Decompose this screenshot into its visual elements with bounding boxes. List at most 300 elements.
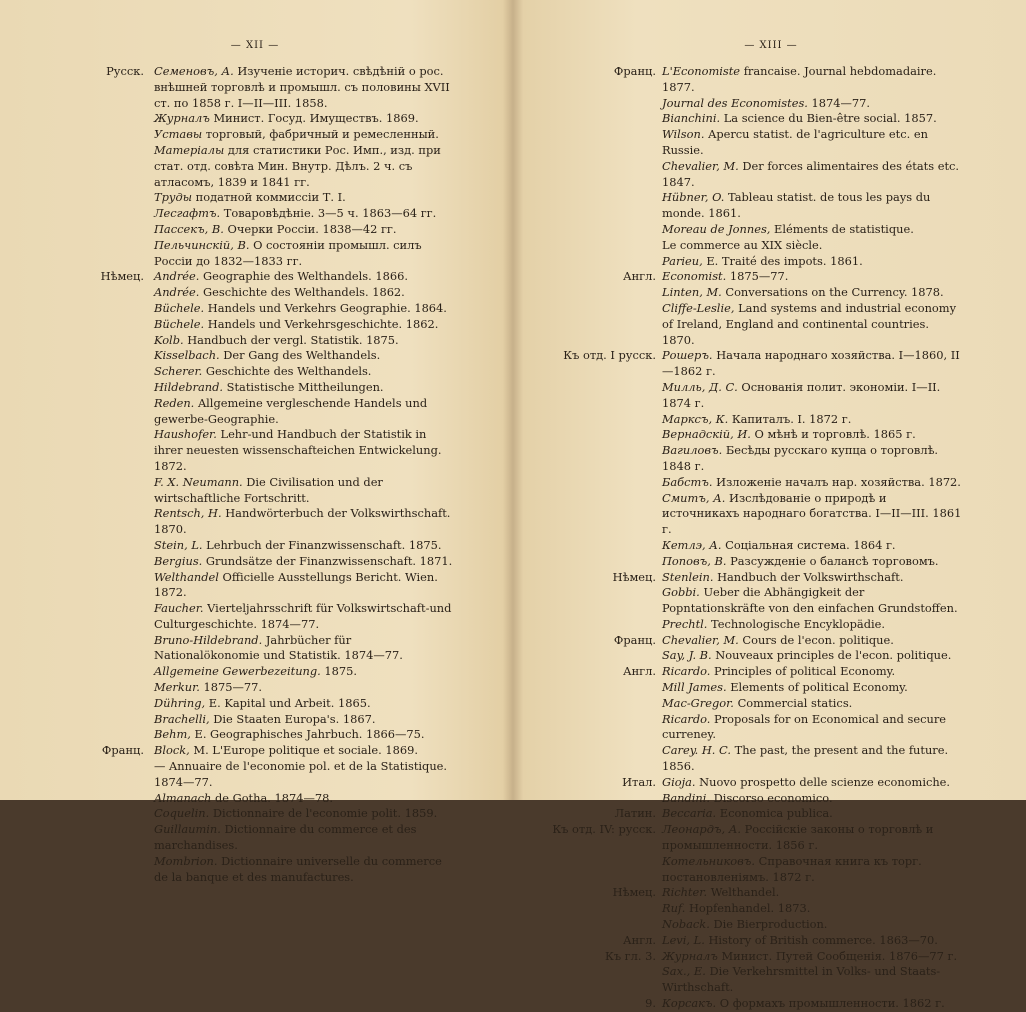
entry-text — [154, 427, 454, 474]
bibliography-entry — [0, 427, 510, 474]
entry-author: Journal des Economistes. — [662, 95, 808, 110]
bibliography-entry — [516, 96, 1026, 112]
language-label — [516, 964, 662, 996]
entry-title: 1874—77. — [811, 95, 871, 110]
entry-text — [662, 427, 964, 443]
entry-author: Леонардъ, А. — [662, 822, 741, 837]
language-label — [0, 190, 150, 206]
entry-author: Chevalier, M. — [662, 632, 739, 647]
language-label — [516, 743, 662, 775]
bibliography-entry — [0, 285, 510, 301]
entry-author: Матеріалы — [154, 142, 225, 157]
bibliography-entry — [0, 222, 510, 238]
entry-text — [662, 664, 964, 680]
entry-author: Block, — [154, 743, 190, 758]
bibliography-entry — [0, 791, 510, 807]
entry-text — [154, 727, 454, 743]
language-label — [516, 696, 662, 712]
bibliography-entry — [0, 269, 510, 285]
entry-text — [662, 933, 964, 949]
language-label — [0, 727, 150, 743]
bibliography-entry — [516, 538, 1026, 554]
bibliography-entry — [516, 585, 1026, 617]
entry-text — [154, 348, 454, 364]
entry-text — [154, 380, 454, 396]
entry-text — [154, 759, 454, 791]
entry-author: Levi, L. — [662, 932, 705, 947]
bibliography-entry — [0, 506, 510, 538]
entry-title: Dictionnaire universelle du commerce de la banque et des manufactures. — [154, 853, 442, 884]
entry-text — [662, 159, 964, 191]
entry-title: Geschichte des Welthandels. — [205, 364, 372, 379]
entry-text — [662, 111, 964, 127]
language-label — [0, 759, 150, 791]
entry-text — [154, 364, 454, 380]
entry-text — [662, 617, 964, 633]
language-label — [0, 554, 150, 570]
bibliography-entry — [0, 364, 510, 380]
entry-text — [154, 317, 454, 333]
entry-title: Geographie des Welthandels. 1866. — [203, 269, 408, 284]
language-label — [0, 238, 150, 270]
bibliography-entry — [0, 601, 510, 633]
entry-title: Le commerce au XIX siècle. — [662, 237, 823, 252]
entry-text — [154, 712, 454, 728]
entry-title: Handels und Verkehrsgeschichte. 1862. — [207, 316, 439, 331]
language-label — [0, 475, 150, 507]
entry-title: Allgemeine vergleschende Handels und gewerbe-Geographie. — [154, 395, 428, 426]
entry-title: Der forces alimentaires des états etc. 1847. — [662, 158, 960, 189]
bibliography-entry — [516, 743, 1026, 775]
language-label — [516, 491, 662, 538]
bibliography-entry — [516, 348, 1026, 380]
bibliography-entry — [516, 712, 1026, 744]
bibliography-entry — [0, 143, 510, 190]
entry-title: О мѣнѣ и торговлѣ. 1865 г. — [754, 427, 916, 442]
entry-author: Andrée. — [154, 285, 200, 300]
entry-text — [154, 633, 454, 665]
entry-text — [154, 570, 454, 602]
language-label: Нѣмец. — [612, 569, 656, 584]
entry-author: Brachelli, — [154, 711, 210, 726]
language-label — [516, 475, 662, 491]
entry-author: Reden. — [154, 395, 195, 410]
bibliography-entry — [516, 901, 1026, 917]
bibliography-entry — [516, 696, 1026, 712]
language-label — [0, 380, 150, 396]
page-number: — XIII — — [516, 38, 1026, 54]
entry-author: Котельниковъ. — [662, 853, 756, 868]
entry-title: Разсужденіе о балансѣ торговомъ. — [730, 553, 939, 568]
entry-title: Изложеніе началъ нар. хозяйства. 1872. — [716, 474, 961, 489]
language-label — [516, 285, 662, 301]
entry-author: Вернадскій, И. — [662, 427, 751, 442]
entry-title: Elements of political Economy. — [730, 680, 908, 695]
language-label — [516, 427, 662, 443]
entry-title: Technologische Encyklopädie. — [711, 616, 886, 631]
language-label — [0, 696, 150, 712]
bibliography-entry — [516, 475, 1026, 491]
bibliography-entry — [516, 617, 1026, 633]
entry-text — [154, 791, 454, 807]
entry-author: Ricardo. — [662, 711, 711, 726]
entry-author: Bergius. — [154, 553, 203, 568]
entry-text — [154, 680, 454, 696]
language-label — [0, 111, 150, 127]
entry-title: Handels und Verkehrs Geographie. 1864. — [207, 300, 447, 315]
entry-title: Annuaire de l'economie pol. et de la Statistique. 1874—77. — [154, 759, 448, 789]
language-label — [0, 348, 150, 364]
language-label — [516, 159, 662, 191]
bibliography-entry — [0, 570, 510, 602]
entry-title: Начала народнаго хозяйства. I—1860, II—1862 г. — [662, 348, 960, 379]
language-label — [0, 127, 150, 143]
entry-text — [154, 696, 454, 712]
entry-title: Geschichte des Welthandels. 1862. — [203, 285, 405, 300]
entry-text — [662, 538, 964, 554]
language-label: Русск. — [106, 64, 144, 78]
entry-title: La science du Bien-être social. 1857. — [723, 111, 937, 126]
entry-author: Rentsch, H. — [154, 506, 222, 521]
entry-title: Commercial statics. — [737, 695, 853, 710]
bibliography-entry — [0, 64, 510, 111]
entry-author: Смитъ, А. — [662, 490, 726, 505]
language-label — [516, 901, 662, 917]
entry-title: Lehrbuch der Finanzwissenschaft. 1875. — [206, 537, 442, 552]
entry-author: Beccaria. — [662, 806, 717, 821]
entry-text — [662, 491, 964, 538]
bibliography-entry — [516, 64, 1026, 96]
entry-text — [154, 806, 454, 822]
entry-text — [154, 238, 454, 270]
language-label — [516, 538, 662, 554]
entry-title: Россійскіе законы о торговлѣ и промышленности. 1856 г. — [662, 822, 934, 853]
entry-text — [154, 475, 454, 507]
entry-title: Соціальная система. 1864 г. — [725, 537, 896, 552]
language-label: Къ гл. 3. — [605, 948, 656, 963]
entry-author: Behm, — [154, 727, 191, 742]
language-label — [516, 854, 662, 886]
language-label — [516, 917, 662, 933]
entry-author: Пельчинскій, В. — [154, 237, 250, 252]
entry-author: Dühring, — [154, 695, 206, 710]
bibliography-entry — [516, 301, 1026, 348]
bibliography-entry — [516, 269, 1026, 285]
entry-text — [154, 743, 454, 759]
language-label — [516, 190, 662, 222]
entry-title: Справочная книга къ торг. постановленіямъ. 1872 г. — [662, 853, 922, 884]
entry-text — [154, 190, 454, 206]
bibliography-entry — [516, 885, 1026, 901]
bibliography-entry — [0, 301, 510, 317]
language-label — [516, 412, 662, 428]
entry-author: Журналъ — [154, 111, 210, 126]
entry-author: Вагиловъ. — [662, 443, 723, 458]
entry-text — [662, 96, 964, 112]
entry-author: Hildebrand. — [154, 379, 224, 394]
entry-title: Grundsätze der Finanzwissenschaft. 1871. — [205, 553, 453, 568]
entry-text — [154, 285, 454, 301]
entry-title: Nuovo prospetto delle scienze economiche. — [699, 774, 951, 789]
bibliography-entry — [516, 190, 1026, 222]
entry-author: Cliffe-Leslie, — [662, 300, 735, 315]
entry-text — [154, 554, 454, 570]
entry-text — [662, 570, 964, 586]
entry-author: Almanach — [154, 790, 212, 805]
language-label — [0, 680, 150, 696]
entry-text — [662, 996, 964, 1012]
language-label: Къ отд. I русск. — [563, 348, 656, 363]
language-label — [516, 680, 662, 696]
entry-author: Sax., E. — [662, 964, 706, 979]
entry-text — [154, 601, 454, 633]
entry-text — [154, 222, 454, 238]
entry-text — [662, 917, 964, 933]
bibliography-entry — [0, 348, 510, 364]
language-label — [0, 570, 150, 602]
entry-author: Бабстъ. — [662, 474, 713, 489]
entry-title: Proposals for on Economical and secure curreney. — [662, 711, 946, 742]
entry-title: 1875. — [324, 664, 358, 679]
entry-text — [154, 664, 454, 680]
language-label — [516, 96, 662, 112]
left-page — [0, 0, 510, 884]
entry-title: для статистики Рос. Имп., изд. при стат. отд. совѣта Мин. Внутр. Дѣлъ. 2 ч. съ атласомъ, 1839 и 1841 гг. — [154, 142, 441, 189]
language-label — [516, 585, 662, 617]
entry-text — [662, 190, 964, 222]
entry-title: francaise. Journal hebdomadaire. 1877. — [662, 64, 937, 94]
bibliography-entry — [516, 554, 1026, 570]
entry-title: E. Geographisches Jahrbuch. 1866—75. — [194, 727, 425, 742]
entry-author: Bruno-Hildebrand. — [154, 632, 263, 647]
bibliography-entry — [516, 933, 1026, 949]
entry-text — [662, 648, 964, 664]
entry-author: Mill James. — [662, 680, 727, 695]
entry-text — [662, 696, 964, 712]
entry-author: Kisselbach. — [154, 348, 220, 363]
entry-title: 1875—77. — [203, 680, 263, 695]
bibliography-entry — [0, 538, 510, 554]
entry-title: Die Staaten Europa's. 1867. — [213, 711, 376, 726]
language-label — [0, 364, 150, 380]
language-label — [0, 601, 150, 633]
entry-author: Prechtl. — [662, 616, 708, 631]
language-label — [0, 633, 150, 665]
entry-author: Economist. — [662, 269, 727, 284]
entry-text — [662, 712, 964, 744]
bibliography-entry — [516, 285, 1026, 301]
entry-text — [662, 348, 964, 380]
entry-author: Журналъ — [662, 948, 718, 963]
entry-title: Officielle Ausstellungs Bericht. Wien. 1872. — [154, 569, 438, 600]
entry-text — [662, 775, 964, 791]
bibliography-entry — [0, 664, 510, 680]
entry-title: О состояніи промышл. силъ Россіи до 1832—1833 гг. — [154, 237, 422, 268]
entry-text — [662, 791, 964, 807]
bibliography-entry — [0, 759, 510, 791]
bibliography-entry — [0, 127, 510, 143]
entry-author: Kolb. — [154, 332, 184, 347]
entry-author: Кетлэ, А. — [662, 537, 722, 552]
language-label — [0, 333, 150, 349]
entry-title: Handwörterbuch der Volkswirthschaft. 1870. — [154, 506, 451, 537]
language-label: Латин. — [614, 806, 656, 821]
bibliography-entry — [0, 396, 510, 428]
bibliography-entry — [516, 159, 1026, 191]
entry-author: Поповъ, В. — [662, 553, 727, 568]
entry-text — [662, 885, 964, 901]
entry-text — [154, 111, 454, 127]
entry-text — [154, 506, 454, 538]
entry-title: Минист. Путей Сообщенія. 1876—77 г. — [721, 948, 958, 963]
entry-title: Товаровѣдѣніе. 3—5 ч. 1863—64 гг. — [223, 206, 437, 221]
right-page — [516, 0, 1026, 1011]
entry-title: Dictionnaire de l'economie polit. 1859. — [212, 806, 438, 821]
language-label: 9. — [645, 996, 656, 1011]
entry-title: Eléments de statistique. — [774, 221, 914, 236]
bibliography-entry — [0, 743, 510, 759]
bibliography-entry — [0, 333, 510, 349]
bibliography-entry — [0, 696, 510, 712]
entry-text — [662, 254, 964, 270]
bibliography-entry — [0, 380, 510, 396]
language-label — [0, 427, 150, 474]
language-label — [516, 617, 662, 633]
entry-title: Der Gang des Welthandels. — [223, 348, 381, 363]
bibliography-entry — [0, 111, 510, 127]
entry-text — [662, 238, 964, 254]
entry-title: Капиталъ. I. 1872 г. — [731, 411, 852, 426]
entry-author: Stein, L. — [154, 537, 203, 552]
entry-author: Ruf. — [662, 901, 686, 916]
bibliography-entry — [516, 806, 1026, 822]
entry-title: M. L'Europe politique et sociale. 1869. — [193, 743, 418, 758]
entry-author: Faucher. — [154, 601, 204, 616]
entry-text — [154, 206, 454, 222]
bibliography-entry — [516, 111, 1026, 127]
bibliography-entry — [0, 712, 510, 728]
entry-text — [662, 412, 964, 428]
entry-author: Linten, M. — [662, 285, 722, 300]
entry-text — [662, 269, 964, 285]
language-label — [516, 712, 662, 744]
bibliography-entry — [0, 680, 510, 696]
entry-title: Nouveaux principles de l'econ. politique. — [715, 648, 952, 663]
entry-author: Труды — [154, 190, 192, 205]
entry-author: — — [154, 759, 166, 774]
entry-text — [662, 854, 964, 886]
language-label — [0, 285, 150, 301]
entry-title: Die Verkehrsmittel in Volks- und Staats-Wirthschaft. — [662, 964, 941, 995]
bibliography-list — [516, 64, 1026, 1012]
entry-author: Carey. H. C. — [662, 743, 731, 758]
entry-text — [662, 127, 964, 159]
entry-title: Economica publica. — [719, 806, 833, 821]
bibliography-entry — [516, 822, 1026, 854]
language-label — [0, 506, 150, 538]
entry-title: Die Bierproduction. — [713, 917, 828, 932]
entry-author: Рошеръ. — [662, 348, 713, 363]
entry-text — [662, 901, 964, 917]
entry-author: Scherer. — [154, 364, 203, 379]
language-label: Франц. — [613, 64, 656, 78]
entry-title: Handbuch der vergl. Statistik. 1875. — [187, 332, 399, 347]
language-label — [516, 222, 662, 238]
bibliography-entry — [516, 680, 1026, 696]
entry-text — [662, 554, 964, 570]
entry-title: Discorso economico. — [713, 790, 833, 805]
entry-title: Dictionnaire du commerce et des marchandises. — [154, 822, 417, 853]
entry-author: Корсакъ. — [662, 996, 717, 1011]
entry-title: Hopfenhandel. 1873. — [688, 901, 811, 916]
entry-author: Büchele. — [154, 316, 205, 331]
language-label — [516, 238, 662, 254]
bibliography-entry — [0, 238, 510, 270]
entry-author: Mac-Gregor. — [662, 695, 734, 710]
entry-title: податной коммиссіи Т. I. — [195, 190, 346, 205]
entry-text — [154, 822, 454, 854]
bibliography-entry — [516, 427, 1026, 443]
entry-text — [662, 64, 964, 96]
bibliography-entry — [516, 412, 1026, 428]
bibliography-list — [0, 64, 510, 885]
entry-author: Gobbi. — [662, 585, 700, 600]
language-label — [516, 648, 662, 664]
bibliography-entry — [0, 554, 510, 570]
language-label — [0, 854, 150, 886]
language-label: Англ. — [622, 664, 656, 679]
bibliography-entry — [516, 222, 1026, 238]
language-label — [0, 317, 150, 333]
entry-author: Chevalier, M. — [662, 158, 739, 173]
entry-title: 1875—77. — [729, 269, 789, 284]
entry-title: Изученіе историч. свѣдѣній о рос. внѣшней торговлѣ и промышл. съ половины XVII ст. по 1858 г. I—II—III. 1858. — [154, 64, 450, 110]
entry-title: Изслѣдованіе о природѣ и источникахъ народнаго богатства. I—II—III. 1861 г. — [662, 490, 962, 537]
language-label — [0, 396, 150, 428]
entry-text — [662, 743, 964, 775]
bibliography-entry — [516, 949, 1026, 965]
entry-title: de Gotha. 1874—78. — [214, 790, 333, 805]
entry-author: Richter. — [662, 885, 708, 900]
entry-author: Parieu, — [662, 253, 703, 268]
bibliography-entry — [516, 127, 1026, 159]
entry-title: Tableau statist. de tous les pays du monde. 1861. — [662, 190, 931, 221]
entry-author: Noback. — [662, 917, 710, 932]
entry-text — [154, 538, 454, 554]
entry-text — [154, 64, 454, 111]
entry-text — [662, 475, 964, 491]
entry-author: L'Economiste — [662, 64, 741, 78]
bibliography-entry — [0, 727, 510, 743]
entry-text — [662, 585, 964, 617]
page-number: — XII — — [0, 38, 510, 54]
language-label — [516, 254, 662, 270]
entry-author: F. X. Neumann. — [154, 474, 243, 489]
entry-title: Die Civilisation und der wirtschaftliche Fortschritt. — [154, 474, 383, 505]
language-label — [516, 127, 662, 159]
entry-author: Guillaumin. — [154, 822, 221, 837]
language-label — [0, 664, 150, 680]
entry-author: Wilson. — [662, 127, 705, 142]
bibliography-entry — [516, 917, 1026, 933]
bibliography-entry — [516, 443, 1026, 475]
bibliography-entry — [516, 775, 1026, 791]
entry-text — [662, 633, 964, 649]
language-label: Франц. — [101, 743, 144, 758]
language-label: Нѣмец. — [612, 885, 656, 900]
bibliography-entry — [516, 491, 1026, 538]
entry-author: Moreau de Jonnes, — [662, 221, 771, 236]
